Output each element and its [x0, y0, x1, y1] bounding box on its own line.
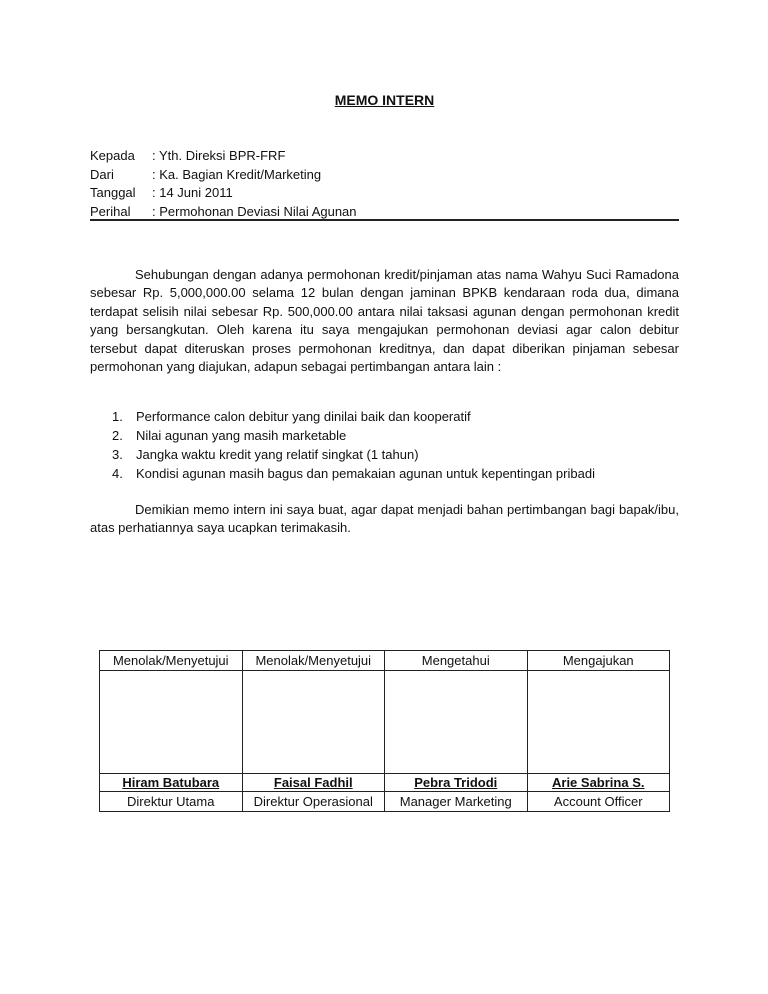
- signatory-name-cell: [527, 774, 670, 792]
- list-item: [90, 445, 679, 464]
- list-number: 1.: [112, 409, 123, 424]
- signatory-name: Hiram Batubara: [122, 775, 220, 790]
- signatory-name-cell: [100, 774, 243, 792]
- memo-title: MEMO INTERN: [334, 92, 435, 108]
- header-label: Dari: [90, 166, 114, 182]
- signature-table: [99, 650, 670, 812]
- memo-header: [90, 147, 679, 221]
- closing-paragraph: Demikian memo intern ini saya buat, agar dapat menjadi bahan pertimbangan bagi bapak/ibu, atas perhatiannya saya ucapkan terimakasih.: [90, 502, 679, 536]
- list-text: Jangka waktu kredit yang relatif singkat (1 tahun): [136, 447, 419, 462]
- list-number: 3.: [112, 447, 123, 462]
- header-value: : Permohonan Deviasi Nilai Agunan: [152, 203, 357, 219]
- body-paragraph: Sehubungan dengan adanya permohonan kredit/pinjaman atas nama Wahyu Suci Ramadona sebesar Rp. 5,000,000.00 selama 12 bulan dengan jaminan BPKB kendaraan roda dua, dimana terdapat selisih nilai sebesar Rp. 500,000.00 antara nilai taksasi agunan dengan permohonan kredit yang bersangkutan. Oleh karena itu saya mengajukan permohonan deviasi agar calon debitur tersebut dapat diteruskan proses permohonan kreditnya, dan dapat diberikan pinjaman sebesar permohonan yang diajukan, adapun sebagai pertimbangan antara lain :: [90, 267, 679, 375]
- signatory-position: Manager Marketing: [385, 792, 528, 812]
- header-value: : Yth. Direksi BPR-FRF: [152, 148, 286, 163]
- list-number: 2.: [112, 428, 123, 443]
- signature-position-row: [100, 792, 670, 812]
- signatory-name: Pebra Tridodi: [414, 775, 498, 790]
- header-label: Perihal: [90, 203, 131, 219]
- signature-heading-row: [100, 651, 670, 671]
- signature-name-row: [100, 774, 670, 792]
- header-label: Kepada: [90, 148, 135, 163]
- signature-heading: Mengetahui: [385, 651, 528, 671]
- signature-box: [100, 671, 243, 774]
- signatory-position: Account Officer: [527, 792, 670, 812]
- list-number: 4.: [112, 466, 123, 481]
- header-row-tanggal: [90, 184, 679, 203]
- list-item: [90, 426, 679, 445]
- signatory-name: Arie Sabrina S.: [552, 775, 645, 790]
- signatory-name-cell: [385, 774, 528, 792]
- header-row-kepada: [90, 147, 679, 166]
- signature-space-row: [100, 671, 670, 774]
- signature-heading: Mengajukan: [527, 651, 670, 671]
- consideration-list: [90, 407, 679, 483]
- list-text: Kondisi agunan masih bagus dan pemakaian agunan untuk kepentingan pribadi: [136, 466, 595, 481]
- list-text: Performance calon debitur yang dinilai baik dan kooperatif: [136, 409, 471, 424]
- signatory-name-cell: [242, 774, 385, 792]
- signatory-position: Direktur Operasional: [242, 792, 385, 812]
- signature-box: [527, 671, 670, 774]
- signatory-position: Direktur Utama: [100, 792, 243, 812]
- header-label: Tanggal: [90, 185, 136, 200]
- signature-heading: Menolak/Menyetujui: [100, 651, 243, 671]
- signature-heading: Menolak/Menyetujui: [242, 651, 385, 671]
- list-item: [90, 407, 679, 426]
- header-divider: [90, 219, 679, 221]
- header-value: : Ka. Bagian Kredit/Marketing: [152, 166, 322, 182]
- header-row-dari: [90, 166, 679, 185]
- header-value: : 14 Juni 2011: [152, 185, 233, 200]
- signature-box: [385, 671, 528, 774]
- list-text: Nilai agunan yang masih marketable: [136, 428, 347, 443]
- signatory-name: Faisal Fadhil: [273, 775, 353, 790]
- list-item: [90, 464, 679, 483]
- signature-box: [242, 671, 385, 774]
